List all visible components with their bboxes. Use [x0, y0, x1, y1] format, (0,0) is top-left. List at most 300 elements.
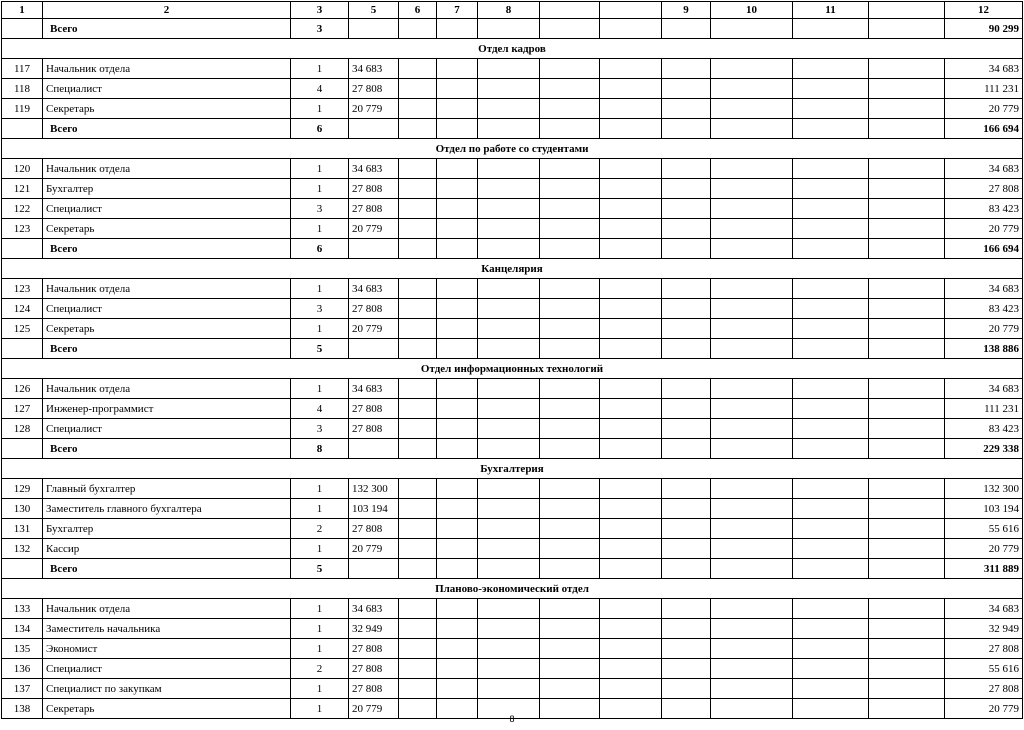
empty-cell — [399, 499, 437, 519]
empty-cell — [711, 279, 793, 299]
table-row — [2, 619, 1023, 639]
total-label: Всего — [43, 559, 291, 579]
empty-cell — [600, 439, 662, 459]
empty-cell — [711, 59, 793, 79]
empty-cell — [399, 299, 437, 319]
empty-cell — [399, 679, 437, 699]
salary: 20 779 — [349, 319, 399, 339]
empty-cell — [540, 519, 600, 539]
empty-cell — [349, 339, 399, 359]
empty-cell — [600, 659, 662, 679]
table-row — [2, 279, 1023, 299]
empty-cell — [2, 239, 43, 259]
row-number: 122 — [2, 199, 43, 219]
total-sum: 90 299 — [945, 19, 1023, 39]
empty-cell — [600, 519, 662, 539]
empty-cell — [662, 599, 711, 619]
row-sum: 83 423 — [945, 419, 1023, 439]
total-count: 8 — [291, 439, 349, 459]
empty-cell — [711, 419, 793, 439]
empty-cell — [869, 159, 945, 179]
empty-cell — [600, 319, 662, 339]
empty-cell — [540, 199, 600, 219]
column-header: 9 — [662, 2, 711, 19]
row-number: 119 — [2, 99, 43, 119]
empty-cell — [869, 99, 945, 119]
section-title: Отдел информационных технологий — [2, 359, 1023, 379]
empty-cell — [600, 339, 662, 359]
empty-cell — [711, 99, 793, 119]
empty-cell — [662, 179, 711, 199]
row-number: 128 — [2, 419, 43, 439]
empty-cell — [869, 19, 945, 39]
empty-cell — [793, 439, 869, 459]
salary: 20 779 — [349, 219, 399, 239]
empty-cell — [540, 119, 600, 139]
empty-cell — [540, 539, 600, 559]
empty-cell — [662, 379, 711, 399]
staff-count: 4 — [291, 79, 349, 99]
empty-cell — [437, 239, 478, 259]
empty-cell — [540, 59, 600, 79]
empty-cell — [600, 19, 662, 39]
empty-cell — [437, 19, 478, 39]
empty-cell — [600, 279, 662, 299]
salary: 27 808 — [349, 419, 399, 439]
empty-cell — [437, 159, 478, 179]
empty-cell — [711, 339, 793, 359]
empty-cell — [399, 219, 437, 239]
empty-cell — [662, 659, 711, 679]
salary: 34 683 — [349, 59, 399, 79]
empty-cell — [600, 179, 662, 199]
empty-cell — [600, 239, 662, 259]
empty-cell — [437, 639, 478, 659]
empty-cell — [869, 379, 945, 399]
empty-cell — [711, 399, 793, 419]
empty-cell — [793, 299, 869, 319]
table-row — [2, 219, 1023, 239]
empty-cell — [869, 239, 945, 259]
column-header: 5 — [349, 2, 399, 19]
empty-cell — [540, 339, 600, 359]
empty-cell — [399, 379, 437, 399]
staffing-table — [1, 1, 1023, 719]
section-heading-row — [2, 459, 1023, 479]
salary: 34 683 — [349, 279, 399, 299]
row-number: 137 — [2, 679, 43, 699]
salary: 34 683 — [349, 379, 399, 399]
empty-cell — [478, 339, 540, 359]
empty-cell — [869, 179, 945, 199]
empty-cell — [478, 199, 540, 219]
salary: 27 808 — [349, 659, 399, 679]
staff-count: 3 — [291, 199, 349, 219]
position-name: Секретарь — [43, 699, 291, 719]
empty-cell — [2, 339, 43, 359]
position-name: Инженер-программист — [43, 399, 291, 419]
staff-count: 1 — [291, 619, 349, 639]
staff-count: 1 — [291, 379, 349, 399]
position-name: Начальник отдела — [43, 279, 291, 299]
empty-cell — [540, 19, 600, 39]
empty-cell — [478, 179, 540, 199]
empty-cell — [478, 19, 540, 39]
table-row — [2, 659, 1023, 679]
position-name: Экономист — [43, 639, 291, 659]
empty-cell — [478, 79, 540, 99]
empty-cell — [711, 539, 793, 559]
empty-cell — [478, 499, 540, 519]
position-name: Начальник отдела — [43, 159, 291, 179]
empty-cell — [540, 379, 600, 399]
empty-cell — [437, 79, 478, 99]
empty-cell — [478, 59, 540, 79]
staff-count: 1 — [291, 479, 349, 499]
position-name: Начальник отдела — [43, 379, 291, 399]
section-heading-row — [2, 579, 1023, 599]
empty-cell — [399, 119, 437, 139]
staff-count: 1 — [291, 159, 349, 179]
empty-cell — [478, 619, 540, 639]
empty-cell — [399, 659, 437, 679]
empty-cell — [478, 659, 540, 679]
row-sum: 32 949 — [945, 619, 1023, 639]
empty-cell — [793, 19, 869, 39]
empty-cell — [662, 499, 711, 519]
section-heading-row — [2, 39, 1023, 59]
empty-cell — [540, 79, 600, 99]
empty-cell — [478, 679, 540, 699]
row-number: 118 — [2, 79, 43, 99]
position-name: Начальник отдела — [43, 599, 291, 619]
empty-cell — [711, 19, 793, 39]
empty-cell — [540, 499, 600, 519]
empty-cell — [711, 179, 793, 199]
empty-cell — [600, 639, 662, 659]
empty-cell — [662, 539, 711, 559]
empty-cell — [540, 439, 600, 459]
column-header — [600, 2, 662, 19]
empty-cell — [711, 499, 793, 519]
empty-cell — [437, 439, 478, 459]
staff-count: 1 — [291, 219, 349, 239]
staff-count: 1 — [291, 99, 349, 119]
row-sum: 111 231 — [945, 399, 1023, 419]
empty-cell — [600, 539, 662, 559]
empty-cell — [437, 679, 478, 699]
column-header-row — [2, 2, 1023, 19]
empty-cell — [478, 239, 540, 259]
empty-cell — [711, 519, 793, 539]
position-name: Специалист — [43, 419, 291, 439]
empty-cell — [793, 199, 869, 219]
empty-cell — [399, 79, 437, 99]
column-header: 7 — [437, 2, 478, 19]
staff-count: 1 — [291, 679, 349, 699]
empty-cell — [540, 179, 600, 199]
total-count: 6 — [291, 119, 349, 139]
empty-cell — [869, 279, 945, 299]
empty-cell — [662, 119, 711, 139]
table-row — [2, 519, 1023, 539]
empty-cell — [478, 159, 540, 179]
empty-cell — [349, 119, 399, 139]
empty-cell — [600, 619, 662, 639]
staff-count: 4 — [291, 399, 349, 419]
empty-cell — [349, 19, 399, 39]
empty-cell — [711, 199, 793, 219]
table-body — [2, 2, 1023, 719]
empty-cell — [869, 419, 945, 439]
empty-cell — [711, 239, 793, 259]
empty-cell — [478, 99, 540, 119]
row-sum: 132 300 — [945, 479, 1023, 499]
empty-cell — [540, 99, 600, 119]
row-number: 125 — [2, 319, 43, 339]
empty-cell — [662, 439, 711, 459]
empty-cell — [399, 199, 437, 219]
empty-cell — [793, 619, 869, 639]
row-number: 129 — [2, 479, 43, 499]
empty-cell — [399, 99, 437, 119]
empty-cell — [540, 479, 600, 499]
empty-cell — [399, 439, 437, 459]
empty-cell — [437, 119, 478, 139]
table-row — [2, 419, 1023, 439]
empty-cell — [793, 159, 869, 179]
total-row — [2, 439, 1023, 459]
empty-cell — [349, 439, 399, 459]
empty-cell — [869, 59, 945, 79]
empty-cell — [399, 519, 437, 539]
empty-cell — [437, 619, 478, 639]
row-sum: 27 808 — [945, 679, 1023, 699]
salary: 27 808 — [349, 679, 399, 699]
staff-count: 1 — [291, 639, 349, 659]
salary: 32 949 — [349, 619, 399, 639]
total-sum: 166 694 — [945, 239, 1023, 259]
empty-cell — [793, 379, 869, 399]
empty-cell — [600, 399, 662, 419]
table-row — [2, 159, 1023, 179]
empty-cell — [437, 59, 478, 79]
column-header: 10 — [711, 2, 793, 19]
row-number: 130 — [2, 499, 43, 519]
table-row — [2, 479, 1023, 499]
position-name: Заместитель главного бухгалтера — [43, 499, 291, 519]
table-row — [2, 599, 1023, 619]
section-title: Бухгалтерия — [2, 459, 1023, 479]
empty-cell — [478, 379, 540, 399]
empty-cell — [662, 279, 711, 299]
position-name: Кассир — [43, 539, 291, 559]
empty-cell — [600, 199, 662, 219]
empty-cell — [399, 559, 437, 579]
empty-cell — [662, 99, 711, 119]
row-number: 126 — [2, 379, 43, 399]
empty-cell — [399, 479, 437, 499]
empty-cell — [662, 679, 711, 699]
position-name: Секретарь — [43, 319, 291, 339]
salary: 20 779 — [349, 99, 399, 119]
row-sum: 34 683 — [945, 159, 1023, 179]
total-count: 5 — [291, 559, 349, 579]
staff-count: 1 — [291, 699, 349, 719]
total-sum: 229 338 — [945, 439, 1023, 459]
empty-cell — [793, 559, 869, 579]
column-header: 12 — [945, 2, 1023, 19]
row-number: 127 — [2, 399, 43, 419]
empty-cell — [869, 619, 945, 639]
empty-cell — [662, 239, 711, 259]
empty-cell — [711, 619, 793, 639]
empty-cell — [793, 99, 869, 119]
empty-cell — [869, 439, 945, 459]
empty-cell — [869, 659, 945, 679]
table-row — [2, 499, 1023, 519]
empty-cell — [869, 79, 945, 99]
table-row — [2, 59, 1023, 79]
salary: 34 683 — [349, 599, 399, 619]
empty-cell — [478, 639, 540, 659]
total-sum: 166 694 — [945, 119, 1023, 139]
empty-cell — [793, 519, 869, 539]
column-header: 11 — [793, 2, 869, 19]
row-number: 136 — [2, 659, 43, 679]
row-sum: 55 616 — [945, 519, 1023, 539]
row-sum: 20 779 — [945, 99, 1023, 119]
section-title: Отдел по работе со студентами — [2, 139, 1023, 159]
row-sum: 55 616 — [945, 659, 1023, 679]
total-sum: 138 886 — [945, 339, 1023, 359]
empty-cell — [540, 419, 600, 439]
empty-cell — [711, 119, 793, 139]
empty-cell — [600, 59, 662, 79]
empty-cell — [869, 679, 945, 699]
total-sum: 311 889 — [945, 559, 1023, 579]
row-sum: 20 779 — [945, 319, 1023, 339]
empty-cell — [437, 499, 478, 519]
empty-cell — [662, 219, 711, 239]
empty-cell — [793, 419, 869, 439]
empty-cell — [540, 599, 600, 619]
empty-cell — [399, 279, 437, 299]
empty-cell — [793, 399, 869, 419]
row-number: 120 — [2, 159, 43, 179]
empty-cell — [711, 319, 793, 339]
empty-cell — [600, 99, 662, 119]
empty-cell — [662, 79, 711, 99]
empty-cell — [600, 379, 662, 399]
position-name: Начальник отдела — [43, 59, 291, 79]
empty-cell — [869, 639, 945, 659]
staff-count: 1 — [291, 59, 349, 79]
empty-cell — [793, 639, 869, 659]
row-sum: 34 683 — [945, 59, 1023, 79]
empty-cell — [869, 399, 945, 419]
empty-cell — [662, 319, 711, 339]
empty-cell — [869, 479, 945, 499]
empty-cell — [540, 639, 600, 659]
position-name: Специалист — [43, 299, 291, 319]
total-label: Всего — [43, 19, 291, 39]
table-row — [2, 299, 1023, 319]
row-number: 123 — [2, 279, 43, 299]
empty-cell — [711, 559, 793, 579]
total-label: Всего — [43, 239, 291, 259]
empty-cell — [600, 599, 662, 619]
empty-cell — [662, 479, 711, 499]
empty-cell — [399, 419, 437, 439]
section-title: Отдел кадров — [2, 39, 1023, 59]
section-heading-row — [2, 359, 1023, 379]
staff-count: 3 — [291, 419, 349, 439]
section-heading-row — [2, 259, 1023, 279]
empty-cell — [2, 19, 43, 39]
staff-count: 1 — [291, 279, 349, 299]
total-row — [2, 239, 1023, 259]
empty-cell — [540, 319, 600, 339]
empty-cell — [662, 419, 711, 439]
staff-count: 1 — [291, 319, 349, 339]
table-row — [2, 399, 1023, 419]
row-number: 131 — [2, 519, 43, 539]
empty-cell — [793, 239, 869, 259]
empty-cell — [600, 159, 662, 179]
salary: 27 808 — [349, 179, 399, 199]
empty-cell — [711, 79, 793, 99]
total-count: 3 — [291, 19, 349, 39]
staff-count: 1 — [291, 179, 349, 199]
row-sum: 34 683 — [945, 279, 1023, 299]
empty-cell — [478, 599, 540, 619]
empty-cell — [869, 319, 945, 339]
empty-cell — [399, 319, 437, 339]
table-row — [2, 199, 1023, 219]
empty-cell — [600, 419, 662, 439]
row-sum: 27 808 — [945, 639, 1023, 659]
empty-cell — [793, 479, 869, 499]
empty-cell — [399, 639, 437, 659]
salary: 103 194 — [349, 499, 399, 519]
table-row — [2, 679, 1023, 699]
staff-count: 2 — [291, 659, 349, 679]
empty-cell — [478, 119, 540, 139]
staff-count: 3 — [291, 299, 349, 319]
empty-cell — [437, 599, 478, 619]
row-sum: 20 779 — [945, 699, 1023, 719]
empty-cell — [478, 519, 540, 539]
column-header — [869, 2, 945, 19]
total-label: Всего — [43, 119, 291, 139]
empty-cell — [437, 199, 478, 219]
row-sum: 20 779 — [945, 219, 1023, 239]
row-sum: 20 779 — [945, 539, 1023, 559]
empty-cell — [711, 219, 793, 239]
position-name: Специалист — [43, 79, 291, 99]
row-number: 138 — [2, 699, 43, 719]
position-name: Заместитель начальника — [43, 619, 291, 639]
empty-cell — [399, 399, 437, 419]
empty-cell — [437, 659, 478, 679]
empty-cell — [600, 499, 662, 519]
empty-cell — [793, 119, 869, 139]
empty-cell — [478, 399, 540, 419]
column-header: 3 — [291, 2, 349, 19]
empty-cell — [437, 319, 478, 339]
row-number: 123 — [2, 219, 43, 239]
